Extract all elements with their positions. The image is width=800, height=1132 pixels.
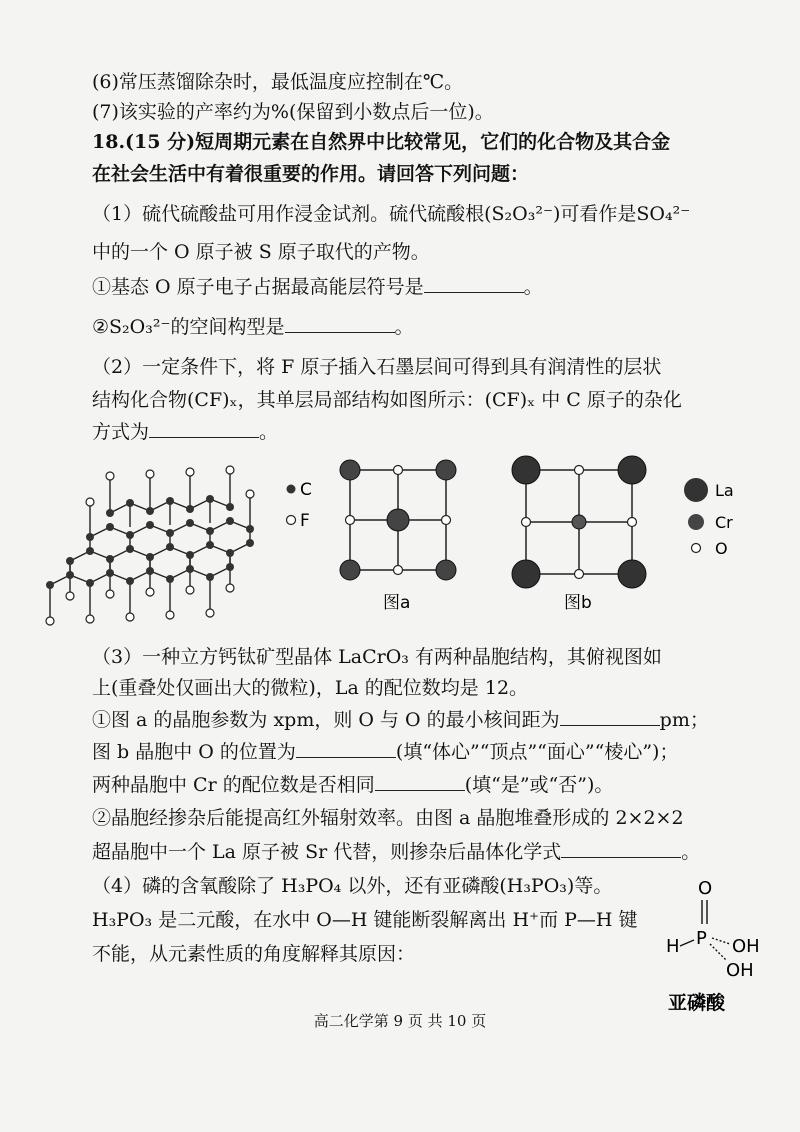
part1-question1-text: ①基态 O 原子电子占据最高能层符号是	[92, 276, 424, 298]
answer-blank[interactable]	[285, 316, 395, 333]
cf-legend-c: C	[300, 480, 312, 500]
o-atom	[575, 466, 584, 475]
o-atom	[394, 466, 403, 475]
figure-b	[500, 448, 650, 618]
legend-la: La	[715, 481, 734, 500]
part2-line2: 结构化合物(CF)ₓ，其单层局部结构如图所示：(CF)ₓ 中 C 原子的杂化	[92, 389, 682, 411]
answer-blank[interactable]	[375, 774, 465, 791]
question-6: (6)常压蒸馏除杂时，最低温度应控制在℃。	[92, 71, 464, 93]
phosphorous-acid-structure	[660, 872, 780, 1017]
part3-line6: ②晶胞经掺杂后能提高红外辐射效率。由图 a 晶胞堆叠形成的 2×2×2	[92, 807, 684, 829]
question-7: (7)该实验的产率约为%(保留到小数点后一位)。	[92, 101, 494, 123]
legend-o: O	[715, 539, 728, 558]
carbon-legend-icon	[287, 485, 296, 494]
part1-question2-text: ②S₂O₃²⁻的空间构型是	[92, 316, 285, 338]
la-atom	[512, 560, 540, 588]
part3-line2: 上(重叠处仅画出大的微粒)，La 的配位数均是 12。	[92, 677, 529, 699]
cr-legend-icon	[688, 514, 704, 530]
answer-blank[interactable]	[561, 841, 681, 858]
o-legend-icon	[692, 544, 701, 553]
acid-oh2: OH	[726, 960, 754, 981]
cf-bonds	[50, 471, 250, 620]
question-18-title-line2: 在社会生活中有着很重要的作用。请回答下列问题：	[92, 163, 530, 185]
answer-blank[interactable]	[424, 276, 524, 293]
part3-line4	[92, 740, 678, 764]
acid-h: H	[666, 936, 680, 957]
la-legend-icon	[684, 478, 708, 502]
figure-a	[335, 458, 465, 618]
part3-line5	[92, 773, 613, 797]
part3-line7: 超晶胞中一个 La 原子被 Sr 代替，则掺杂后晶体化学式 。	[92, 841, 701, 863]
part4-line1: （4）磷的含氧酸除了 H₃PO₄ 以外，还有亚磷酸(H₃PO₃)等。	[92, 875, 613, 897]
part3-line3-unit: pm；	[659, 709, 709, 731]
fluorine-legend-icon	[287, 516, 296, 525]
part4-line3: 不能，从元素性质的角度解释其原因：	[92, 943, 416, 965]
acid-caption: 亚磷酸	[668, 992, 726, 1014]
o-atom	[394, 566, 403, 575]
part3-line5-text: 两种晶胞中 Cr 的配位数是否相同	[92, 774, 375, 796]
part1-question2: ②S₂O₃²⁻的空间构型是 。	[92, 316, 414, 338]
la-atom	[340, 560, 360, 580]
la-atom	[340, 460, 360, 480]
part4-line2: H₃PO₃ 是二元酸，在水中 O—H 键能断裂解离出 H⁺而 P—H 键	[92, 909, 638, 931]
la-atom	[436, 460, 456, 480]
la-atom	[512, 456, 540, 484]
part3-line3	[92, 708, 709, 732]
carbon-atoms	[46, 495, 254, 589]
page-footer: 高二化学第 9 页 共 10 页	[313, 1012, 487, 1030]
figure-a-caption: 图a	[383, 593, 411, 613]
part2-line1: （2）一定条件下，将 F 原子插入石墨层间可得到具有润清性的层状	[92, 356, 662, 378]
part3-line4-text: 图 b 晶胞中 O 的位置为	[92, 741, 296, 763]
answer-blank[interactable]	[296, 741, 396, 758]
part2-line3-text: 方式为	[92, 421, 150, 443]
legend-cr: Cr	[715, 513, 733, 532]
cr-atom	[387, 509, 409, 531]
part1-question1: ①基态 O 原子电子占据最高能层符号是 。	[92, 276, 543, 298]
part3-line7-text: 超晶胞中一个 La 原子被 Sr 代替，则掺杂后晶体化学式	[92, 841, 562, 863]
answer-blank[interactable]	[149, 421, 259, 438]
answer-blank[interactable]	[560, 709, 660, 726]
cr-atom	[572, 515, 586, 529]
part3-line1: （3）一种立方钙钛矿型晶体 LaCrO₃ 有两种晶胞结构，其俯视图如	[92, 646, 662, 668]
part3-line5-hint: (填“是”或“否”)。	[464, 774, 614, 796]
o-atom	[442, 516, 451, 525]
cf-legend-f: F	[300, 511, 310, 531]
part1-intro-line2: 中的一个 O 原子被 S 原子取代的产物。	[92, 241, 430, 263]
figure-b-caption: 图b	[564, 593, 592, 613]
cf-legend	[284, 478, 334, 531]
o-atom	[628, 518, 637, 527]
cf-layer-structure-figure	[40, 455, 280, 640]
part1-intro-line1: （1）硫代硫酸盐可用作浸金试剂。硫代硫酸根(S₂O₃²⁻)可看作是SO₄²⁻	[92, 203, 691, 225]
perovskite-legend	[682, 470, 752, 560]
o-atom	[346, 516, 355, 525]
la-atom	[436, 560, 456, 580]
part3-line3-text: ①图 a 的晶胞参数为 xpm，则 O 与 O 的最小核间距为	[92, 709, 560, 731]
question-18-title-line1: 18.(15 分)短周期元素在自然界中比较常见，它们的化合物及其合金	[92, 131, 671, 153]
acid-o: O	[698, 878, 713, 899]
o-atom	[522, 518, 531, 527]
o-atom	[575, 570, 584, 579]
la-atom	[618, 560, 646, 588]
part3-line4-hint: (填“体心”“顶点”“面心”“棱心”)；	[395, 741, 679, 763]
part2-line3: 方式为 。	[92, 421, 279, 443]
acid-oh1: OH	[732, 936, 760, 957]
la-atom	[618, 456, 646, 484]
acid-p: P	[696, 928, 707, 949]
